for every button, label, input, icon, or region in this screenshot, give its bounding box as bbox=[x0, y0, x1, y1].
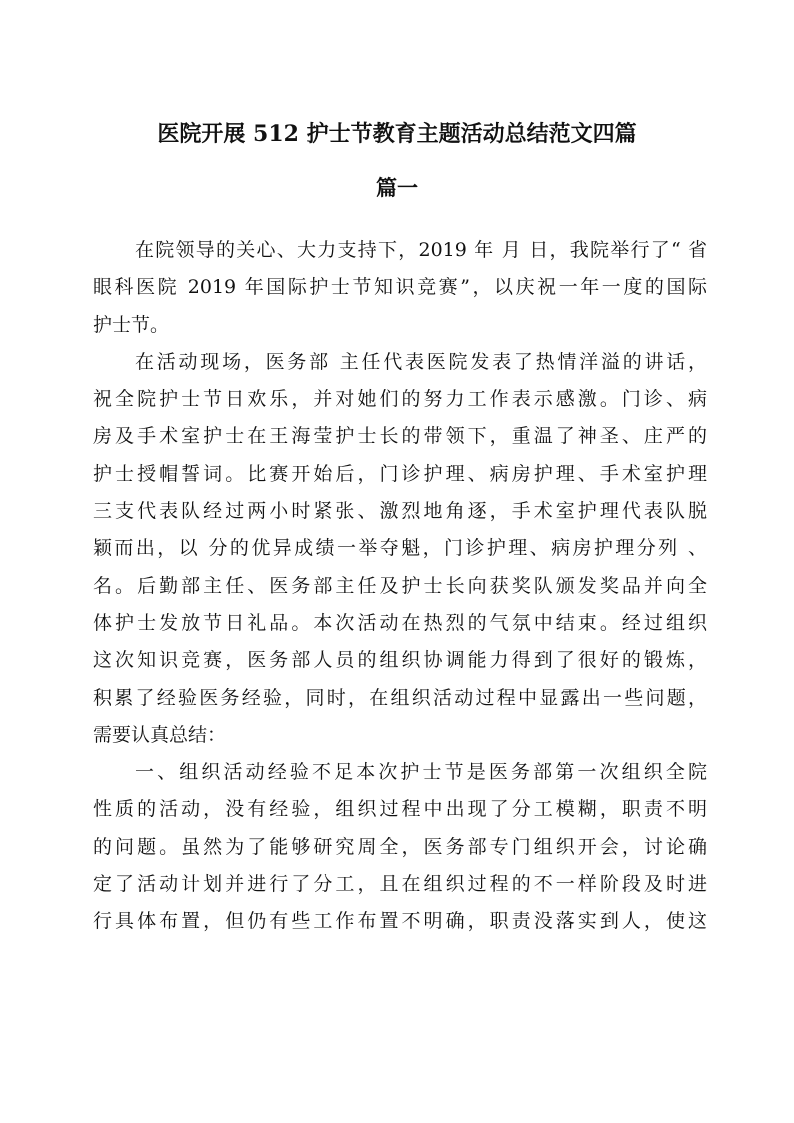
paragraph-line: 行具体布置，但仍有些工作布置不明确，职责没落实到人，使这 bbox=[93, 910, 707, 933]
paragraph-line: 这次知识竞赛，医务部人员的组织协调能力得到了很好的锻炼， bbox=[93, 649, 707, 672]
paragraph-line: 房及手术室护士在王海莹护士长的带领下，重温了神圣、庄严的 bbox=[93, 425, 707, 448]
section-heading: 篇一 bbox=[376, 175, 418, 200]
paragraph-line: 三支代表队经过两小时紧张、激烈地角逐，手术室护理代表队脱 bbox=[93, 500, 707, 523]
paragraph-line: 颖而出，以 分的优异成绩一举夺魁，门诊护理、病房护理分列 、 bbox=[93, 537, 707, 560]
paragraph-line: 护士节。 bbox=[93, 313, 170, 336]
paragraph-line: 一、组织活动经验不足本次护士节是医务部第一次组织全院 bbox=[135, 761, 707, 784]
paragraph-line: 积累了经验医务经验，同时，在组织活动过程中显露出一些问题， bbox=[93, 686, 707, 709]
paragraph-line: 名。后勤部主任、医务部主任及护士长向获奖队颁发奖品并向全 bbox=[93, 574, 707, 597]
paragraph-line: 性质的活动，没有经验，组织过程中出现了分工模糊，职责不明 bbox=[93, 798, 707, 821]
paragraph-line: 在活动现场，医务部 主任代表医院发表了热情洋溢的讲话， bbox=[135, 350, 707, 373]
paragraph-line: 护士授帽誓词。比赛开始后，门诊护理、病房护理、手术室护理 bbox=[93, 462, 707, 485]
paragraph-line: 需要认真总结： bbox=[93, 723, 227, 746]
paragraph-line: 眼科医院 2019 年国际护士节知识竞赛”，以庆祝一年一度的国际 bbox=[93, 276, 707, 299]
paragraph-line: 在院领导的关心、大力支持下，2019 年 月 日，我院举行了“ 省 bbox=[135, 239, 707, 261]
document-title: 医院开展 512 护士节教育主题活动总结范文四篇 bbox=[157, 121, 637, 147]
document-body bbox=[93, 232, 707, 941]
paragraph-line: 的问题。虽然为了能够研究周全，医务部专门组织开会，讨论确 bbox=[93, 835, 707, 858]
paragraph-line: 定了活动计划并进行了分工，且在组织过程的不一样阶段及时进 bbox=[93, 873, 707, 896]
paragraph-line: 体护士发放节日礼品。本次活动在热烈的气氛中结束。经过组织 bbox=[93, 611, 707, 634]
paragraph-line: 祝全院护士节日欢乐，并对她们的努力工作表示感激。门诊、病 bbox=[93, 388, 707, 411]
